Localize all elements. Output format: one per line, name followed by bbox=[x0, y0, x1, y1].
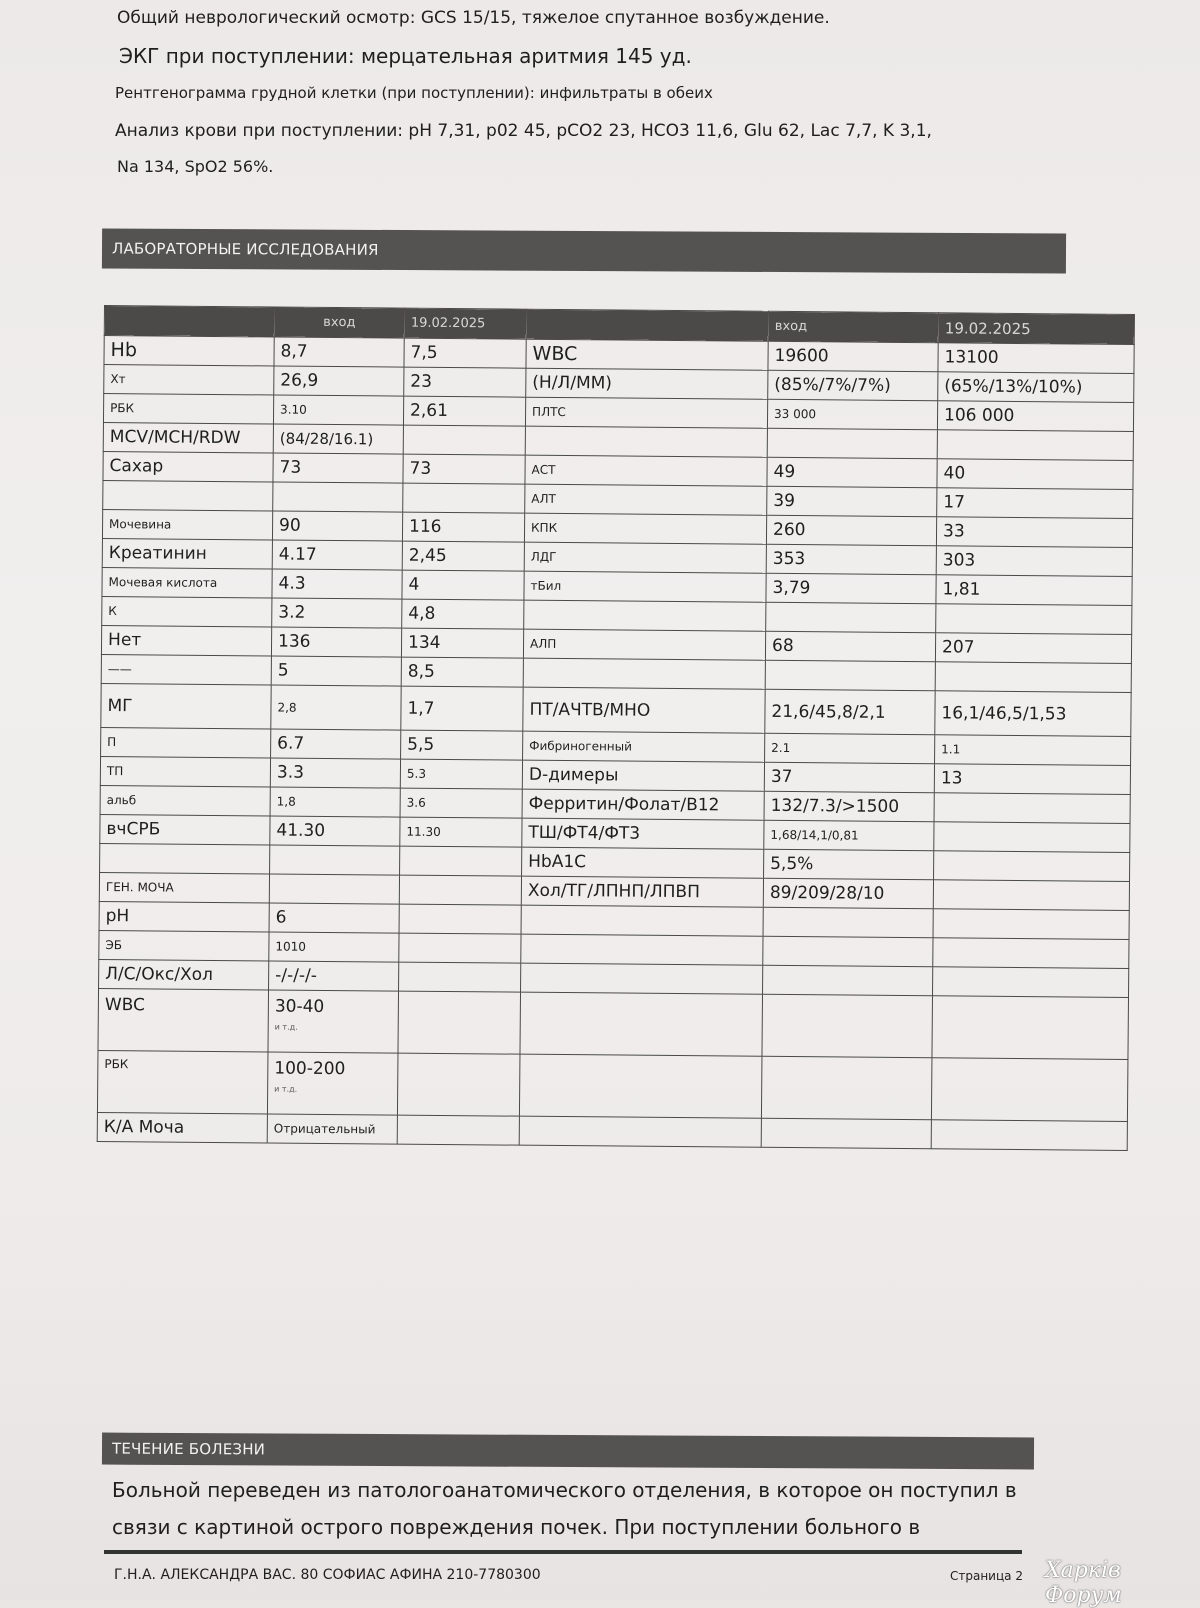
cell-text: 40 bbox=[943, 463, 966, 484]
cell-text: 5 bbox=[277, 660, 289, 681]
cell-text: 3.6 bbox=[406, 795, 426, 810]
cell-text: 5.3 bbox=[406, 766, 427, 781]
lab-value-cell bbox=[268, 990, 399, 1053]
lab-value-cell bbox=[937, 401, 1133, 432]
lab-label-cell bbox=[97, 1112, 267, 1142]
cell-text: D-димеры bbox=[528, 764, 619, 786]
lab-label-cell bbox=[98, 988, 269, 1051]
cell-text: 1,81 bbox=[942, 579, 981, 600]
cell-text: —— bbox=[107, 662, 132, 677]
lab-label-cell bbox=[102, 538, 272, 568]
lab-value-cell bbox=[272, 511, 402, 541]
cell-text: 4.3 bbox=[278, 573, 306, 594]
lab-value-cell bbox=[401, 686, 523, 731]
cell-text: 17 bbox=[943, 492, 966, 513]
cell-text: 8,5 bbox=[407, 661, 435, 682]
cell-text: 11.30 bbox=[406, 824, 441, 839]
lab-value-cell bbox=[404, 338, 526, 368]
lab-value-cell bbox=[270, 787, 400, 817]
cell-text: ТШ/ФТ4/ФТ3 bbox=[528, 822, 641, 844]
lab-value-cell bbox=[761, 1118, 931, 1148]
lab-value-cell bbox=[272, 598, 402, 628]
lab-label-cell bbox=[523, 658, 765, 689]
lab-label-cell bbox=[99, 930, 269, 960]
cell-text: ПЛТС bbox=[532, 404, 566, 420]
cell-text: 13 bbox=[940, 768, 963, 789]
header-cell bbox=[104, 306, 274, 337]
lab-label-cell bbox=[99, 872, 269, 902]
lab-label-cell bbox=[523, 629, 765, 660]
cell-text: WBC bbox=[104, 995, 146, 1016]
cell-text: Мочевина bbox=[109, 517, 172, 532]
lab-label-cell bbox=[522, 789, 764, 820]
cell-text: РБК bbox=[104, 1057, 129, 1072]
lab-value-cell bbox=[931, 1120, 1127, 1151]
cell-text: 3.2 bbox=[278, 602, 306, 623]
lab-value-cell bbox=[402, 570, 524, 600]
lab-label-cell bbox=[519, 1116, 761, 1147]
cell-text: 33 000 bbox=[774, 406, 817, 422]
lab-value-cell bbox=[272, 569, 402, 599]
cell-text: альб bbox=[106, 793, 137, 808]
lab-value-cell bbox=[933, 909, 1129, 940]
cell-text: 73 bbox=[409, 458, 432, 479]
lab-value-cell bbox=[269, 961, 399, 991]
cell-text: 353 bbox=[772, 548, 806, 570]
cell-text: Сахар bbox=[109, 456, 164, 477]
cell-text: Креатинин bbox=[108, 543, 207, 564]
header-cell: 19.02.2025 bbox=[938, 313, 1134, 345]
lab-label-cell bbox=[103, 394, 273, 424]
cell-text: ГЕН. МОЧА bbox=[105, 880, 174, 895]
lab-value-cell bbox=[934, 793, 1130, 824]
cell-text: ЭБ bbox=[105, 938, 123, 953]
lab-value-cell bbox=[936, 575, 1132, 606]
lab-label-cell bbox=[101, 683, 271, 728]
header-cell: вход bbox=[768, 311, 938, 342]
cell-text: 132/7.3/>1500 bbox=[770, 795, 900, 817]
lab-label-cell bbox=[103, 422, 273, 452]
cell-text: 1.1 bbox=[941, 742, 961, 757]
cell-text: Нет bbox=[107, 630, 142, 651]
lab-value-cell bbox=[399, 933, 521, 963]
cell-text: Hb bbox=[110, 339, 138, 362]
lab-value-cell bbox=[400, 788, 522, 818]
lab-value-cell bbox=[936, 604, 1132, 635]
lab-value-cell bbox=[761, 1056, 932, 1119]
cell-text: 5,5% bbox=[770, 853, 814, 875]
lab-label-cell bbox=[526, 368, 768, 399]
cell-text: 1,7 bbox=[407, 698, 435, 719]
lab-value-cell bbox=[404, 367, 526, 397]
lab-value-cell bbox=[400, 759, 522, 789]
lab-label-cell bbox=[521, 876, 763, 907]
cell-text: 41.30 bbox=[276, 820, 326, 841]
neuro-exam-line: Общий неврологический осмотр: GCS 15/15, тяжелое спутанное возбуждение. bbox=[117, 8, 830, 28]
lab-label-cell bbox=[100, 756, 270, 786]
page-number: Страница 2 bbox=[950, 1569, 1023, 1583]
cell-text: 134 bbox=[407, 632, 441, 653]
lab-value-cell bbox=[267, 1114, 397, 1144]
lab-value-cell bbox=[397, 1053, 520, 1116]
lab-value-cell bbox=[763, 907, 933, 937]
lab-label-cell bbox=[521, 905, 763, 936]
lab-value-cell bbox=[935, 633, 1131, 664]
lab-label-cell bbox=[522, 847, 764, 878]
lab-value-cell bbox=[936, 517, 1132, 548]
lab-label-cell bbox=[525, 484, 767, 515]
cell-text: ЛДГ bbox=[530, 549, 557, 564]
lab-value-cell bbox=[271, 656, 401, 686]
cell-text: АЛТ bbox=[531, 491, 556, 506]
cell-text: АСТ bbox=[531, 462, 556, 477]
cell-text: Мочевая кислота bbox=[108, 575, 218, 590]
cell-text: 3.10 bbox=[280, 402, 307, 417]
lab-value-cell bbox=[768, 341, 938, 371]
cell-text: 4 bbox=[408, 574, 420, 595]
lab-value-cell bbox=[403, 396, 525, 426]
cell-text: 3.3 bbox=[276, 762, 305, 783]
course-line: Больной переведен из патологоанатомического отделения, в которое он поступил в bbox=[112, 1478, 1017, 1502]
cell-text: 39 bbox=[773, 490, 796, 512]
lab-value-cell bbox=[400, 817, 522, 847]
cell-text: (65%/13%/10%) bbox=[944, 376, 1083, 398]
cell-text: 73 bbox=[279, 457, 302, 478]
cell-text: (84/28/16.1) bbox=[279, 429, 374, 449]
cell-text: 207 bbox=[941, 637, 975, 658]
lab-label-cell bbox=[102, 596, 272, 626]
lab-value-cell bbox=[938, 343, 1134, 374]
lab-value-cell bbox=[767, 457, 937, 487]
cell-text: Хт bbox=[110, 372, 126, 387]
lab-value-cell bbox=[764, 849, 934, 879]
cell-text: 303 bbox=[942, 550, 976, 571]
lab-label-cell bbox=[525, 426, 767, 457]
lab-value-cell bbox=[270, 758, 400, 788]
etc-note: и т.д. bbox=[274, 1084, 298, 1094]
cell-text: 13100 bbox=[944, 347, 999, 368]
cell-text: ТП bbox=[106, 764, 124, 779]
lab-value-cell bbox=[273, 453, 403, 483]
lab-value-cell bbox=[765, 689, 935, 734]
cell-text: 33 bbox=[942, 521, 965, 542]
lab-value-cell bbox=[271, 627, 401, 657]
lab-label-cell bbox=[102, 567, 272, 597]
lab-label-cell bbox=[521, 963, 763, 994]
lab-value-cell bbox=[401, 657, 523, 687]
cell-text: 5,5 bbox=[407, 734, 435, 755]
lab-label-cell bbox=[524, 600, 766, 631]
cell-text: 30-40 bbox=[274, 996, 325, 1017]
cell-text: Хол/ТГ/ЛПНП/ЛПВП bbox=[527, 880, 700, 903]
cell-text: 21,6/45,8/2,1 bbox=[771, 701, 886, 723]
blood-gas-line-1: Анализ крови при поступлении: pH 7,31, p02 45, pCO2 23, HCO3 11,6, Glu 62, Lac 7,7, K 3,1, bbox=[115, 121, 932, 141]
lab-value-cell bbox=[935, 735, 1131, 766]
lab-label-cell bbox=[104, 336, 274, 366]
lab-value-cell bbox=[762, 994, 933, 1057]
course-text bbox=[112, 1472, 1017, 1546]
lab-value-cell bbox=[402, 599, 524, 629]
lab-value-cell bbox=[402, 541, 524, 571]
cell-text: К bbox=[108, 604, 117, 619]
lab-value-cell bbox=[274, 337, 404, 367]
lab-label-cell bbox=[99, 901, 269, 931]
cell-text: -/-/-/- bbox=[275, 965, 317, 986]
lab-value-cell bbox=[764, 791, 934, 821]
lab-label-cell bbox=[99, 959, 269, 989]
lab-value-cell bbox=[272, 540, 402, 570]
cell-text: Фибриногенный bbox=[529, 738, 633, 754]
lab-value-cell bbox=[398, 991, 521, 1054]
lab-label-cell bbox=[520, 992, 763, 1056]
lab-label-cell bbox=[100, 785, 270, 815]
lab-value-cell bbox=[767, 486, 937, 516]
lab-label-cell bbox=[100, 814, 270, 844]
lab-value-cell bbox=[271, 685, 401, 730]
lab-value-cell bbox=[763, 878, 933, 908]
cell-text: 3,79 bbox=[772, 577, 811, 599]
lab-label-cell bbox=[101, 654, 271, 684]
lab-value-cell bbox=[403, 483, 525, 513]
lab-value-cell bbox=[934, 851, 1130, 882]
cell-text: Отрицательный bbox=[273, 1121, 376, 1137]
lab-label-cell bbox=[519, 1054, 762, 1118]
lab-value-cell bbox=[764, 762, 934, 792]
lab-label-cell bbox=[522, 760, 764, 791]
cell-text: 2,61 bbox=[410, 400, 449, 422]
cell-text: 23 bbox=[410, 371, 433, 392]
lab-value-cell bbox=[763, 965, 933, 995]
cell-text: 37 bbox=[770, 766, 793, 788]
lab-label-cell bbox=[100, 843, 270, 873]
lab-value-cell bbox=[933, 967, 1129, 998]
cell-text: 106 000 bbox=[943, 405, 1015, 426]
cell-text: 16,1/46,5/1,53 bbox=[941, 702, 1067, 724]
cell-text: Ферритин/Фолат/В12 bbox=[528, 793, 720, 816]
lab-value-cell bbox=[273, 424, 403, 454]
cell-text: КПК bbox=[531, 520, 558, 535]
footer-address: Г.Н.А. АЛЕКСАНДРА ВАС. 80 СОФИАС АФИНА 210-7780300 bbox=[114, 1567, 541, 1583]
lab-value-cell bbox=[273, 395, 403, 425]
lab-label-cell bbox=[523, 731, 765, 762]
lab-value-cell bbox=[765, 733, 935, 763]
lab-value-cell bbox=[937, 459, 1133, 490]
cell-text: 100-200 bbox=[274, 1058, 346, 1080]
lab-value-cell bbox=[274, 366, 404, 396]
cell-text: 6.7 bbox=[277, 733, 305, 754]
lab-value-cell bbox=[767, 399, 937, 429]
cell-text: pH bbox=[105, 906, 130, 927]
lab-value-cell bbox=[269, 932, 399, 962]
lab-value-cell bbox=[400, 846, 522, 876]
cell-text: 136 bbox=[277, 631, 311, 652]
lab-label-cell bbox=[101, 625, 271, 655]
cell-text: АЛП bbox=[529, 636, 557, 651]
lab-value-cell bbox=[765, 631, 935, 661]
lab-value-cell bbox=[937, 488, 1133, 519]
cell-text: 89/209/28/10 bbox=[769, 882, 885, 904]
cell-text: 4,8 bbox=[408, 603, 436, 624]
lab-value-cell bbox=[935, 691, 1131, 737]
cell-text: 19600 bbox=[774, 345, 829, 367]
lab-label-cell bbox=[525, 397, 767, 428]
lab-value-cell bbox=[401, 628, 523, 658]
lab-value-cell bbox=[403, 425, 525, 455]
cell-text: WBC bbox=[532, 342, 578, 366]
lab-value-cell bbox=[932, 996, 1129, 1060]
lab-value-cell bbox=[399, 904, 521, 934]
lab-value-cell bbox=[273, 482, 403, 512]
footer-divider bbox=[104, 1550, 1022, 1554]
lab-value-cell bbox=[931, 1058, 1128, 1122]
cell-text: П bbox=[107, 735, 117, 750]
cell-text: 116 bbox=[408, 516, 442, 537]
lab-label-cell bbox=[102, 509, 272, 539]
lab-value-cell bbox=[766, 544, 936, 574]
lab-value-cell bbox=[767, 428, 937, 458]
lab-value-cell bbox=[269, 903, 399, 933]
lab-value-cell bbox=[269, 874, 399, 904]
header-cell: вход bbox=[274, 307, 404, 338]
cell-text: 260 bbox=[772, 519, 806, 541]
lab-label-cell bbox=[524, 571, 766, 602]
lab-label-cell bbox=[525, 455, 767, 486]
lab-value-cell bbox=[764, 820, 934, 850]
etc-note: и т.д. bbox=[274, 1022, 298, 1032]
lab-value-cell bbox=[270, 845, 400, 875]
lab-label-cell bbox=[103, 480, 273, 510]
lab-label-cell bbox=[97, 1050, 268, 1113]
lab-value-cell bbox=[399, 875, 521, 905]
course-section-header: ТЕЧЕНИЕ БОЛЕЗНИ bbox=[102, 1433, 1034, 1470]
cell-text: 68 bbox=[771, 635, 794, 657]
cell-text: Л/С/Окс/Хол bbox=[105, 964, 213, 985]
cell-text: HbA1C bbox=[528, 851, 587, 873]
table-row bbox=[98, 988, 1129, 1059]
lab-value-cell bbox=[938, 372, 1134, 403]
lab-label-cell bbox=[524, 513, 766, 544]
cell-text: (85%/7%/7%) bbox=[774, 374, 891, 396]
lab-value-cell bbox=[935, 662, 1131, 693]
lab-value-cell bbox=[933, 938, 1129, 969]
lab-value-cell bbox=[402, 512, 524, 542]
cell-text: МГ bbox=[107, 695, 133, 716]
lab-value-cell bbox=[397, 1115, 519, 1145]
lab-label-cell bbox=[521, 934, 763, 965]
lab-value-cell bbox=[934, 822, 1130, 853]
lab-label-cell bbox=[522, 818, 764, 849]
lab-value-cell bbox=[765, 660, 935, 690]
cell-text: MCV/MCH/RDW bbox=[109, 427, 241, 449]
xray-line: Рентгенограмма грудной клетки (при поступлении): инфильтраты в обеих bbox=[115, 84, 713, 102]
lab-value-cell bbox=[399, 962, 521, 992]
cell-text: 2.1 bbox=[771, 740, 791, 756]
header-cell: 19.02.2025 bbox=[404, 308, 526, 339]
lab-value-cell bbox=[270, 816, 400, 846]
cell-text: 7,5 bbox=[410, 342, 438, 363]
cell-text: 2,45 bbox=[408, 545, 447, 566]
cell-text: 1010 bbox=[275, 939, 307, 954]
cell-text: (Н/Л/ММ) bbox=[532, 372, 613, 394]
cell-text: 1,8 bbox=[276, 794, 296, 809]
lab-value-cell bbox=[934, 764, 1130, 795]
blood-gas-line-2: Na 134, SpO2 56%. bbox=[117, 157, 274, 176]
lab-results-table bbox=[97, 305, 1134, 1151]
lab-value-cell bbox=[936, 546, 1132, 577]
ecg-line: ЭКГ при поступлении: мерцательная аритмия 145 уд. bbox=[119, 44, 692, 68]
lab-value-cell bbox=[937, 430, 1133, 461]
lab-label-cell bbox=[523, 687, 765, 733]
lab-value-cell bbox=[766, 573, 936, 603]
lab-value-cell bbox=[933, 880, 1129, 911]
cell-text: 26,9 bbox=[280, 370, 319, 391]
lab-label-cell bbox=[101, 727, 271, 757]
lab-label-cell bbox=[526, 339, 768, 370]
header-cell bbox=[526, 309, 768, 341]
cell-text: вчСРБ bbox=[106, 819, 161, 840]
cell-text: 4.17 bbox=[278, 544, 317, 565]
table-row bbox=[97, 1050, 1128, 1121]
forum-watermark: Харків Форум bbox=[1045, 1558, 1122, 1608]
cell-text: 2,8 bbox=[277, 700, 297, 715]
lab-value-cell bbox=[766, 602, 936, 632]
cell-text: 8,7 bbox=[280, 341, 308, 362]
lab-value-cell bbox=[271, 729, 401, 759]
cell-text: ПТ/АЧТВ/МНО bbox=[529, 699, 651, 721]
cell-text: 90 bbox=[278, 515, 301, 536]
lab-value-cell bbox=[267, 1052, 398, 1115]
cell-text: 1,68/14,1/0,81 bbox=[770, 827, 859, 843]
cell-text: К/А Моча bbox=[103, 1117, 185, 1138]
course-line: связи с картиной острого повреждения почек. При поступлении больного в bbox=[112, 1515, 921, 1539]
lab-value-cell bbox=[403, 454, 525, 484]
lab-label-cell bbox=[104, 365, 274, 395]
cell-text: 49 bbox=[773, 461, 796, 483]
lab-value-cell bbox=[763, 936, 933, 966]
lab-value-cell bbox=[401, 730, 523, 760]
cell-text: РБК bbox=[110, 401, 135, 416]
lab-label-cell bbox=[524, 542, 766, 573]
labs-section-header: ЛАБОРАТОРНЫЕ ИССЛЕДОВАНИЯ bbox=[102, 228, 1066, 273]
cell-text: тБил bbox=[530, 578, 562, 594]
lab-label-cell bbox=[103, 451, 273, 481]
cell-text: 6 bbox=[275, 907, 287, 928]
lab-value-cell bbox=[768, 370, 938, 400]
lab-value-cell bbox=[766, 515, 936, 545]
